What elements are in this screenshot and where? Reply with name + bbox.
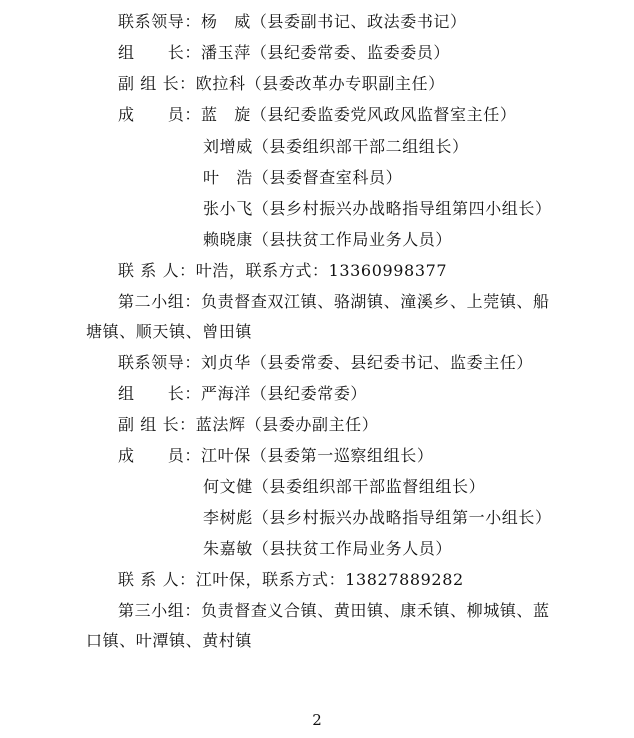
- head-label: 组 长：: [118, 384, 202, 403]
- member-item: 李树彪（县乡村振兴办战略指导组第一小组长）: [203, 508, 552, 527]
- member-item: 蓝 旋（县纪委监委党风政风监督室主任）: [201, 105, 517, 124]
- group2-deputy-line: [118, 415, 378, 435]
- member-item: 张小飞（县乡村振兴办战略指导组第四小组长）: [203, 199, 552, 218]
- group-title-text: 负责督查双江镇、骆湖镇、潼溪乡、上莞镇、船: [201, 292, 550, 311]
- group2-head-line: [118, 384, 367, 404]
- group2-title-line: [118, 292, 550, 312]
- group1-contact-line: [118, 261, 447, 281]
- group-title-text: 负责督查义合镇、黄田镇、康禾镇、柳城镇、蓝: [201, 601, 550, 620]
- head-value: 严海洋（县纪委常委）: [201, 384, 368, 403]
- head-label: 组 长：: [118, 43, 202, 62]
- contact-label: 联 系 人：: [118, 261, 196, 280]
- deputy-value: 蓝法辉（县委办副主任）: [195, 415, 379, 434]
- leader-label: 联系领导：: [118, 12, 202, 31]
- member-item: 何文健（县委组织部干部监督组组长）: [203, 477, 486, 496]
- leader-value: 杨 威（县委副书记、政法委书记）: [201, 12, 467, 31]
- group2-members-line: [118, 446, 433, 466]
- member-item: 刘增威（县委组织部干部二组组长）: [203, 137, 469, 156]
- page-number: 2: [312, 711, 322, 729]
- group-title-label: 第二小组：: [118, 292, 202, 311]
- group3-title-continuation: 口镇、叶潭镇、黄村镇: [86, 631, 253, 650]
- group1-members-line: [118, 105, 516, 125]
- deputy-label: 副 组 长：: [118, 74, 196, 93]
- group1-leader-line: [118, 12, 467, 32]
- member-item: 叶 浩（县委督查室科员）: [203, 168, 403, 187]
- deputy-label: 副 组 长：: [118, 415, 196, 434]
- group2-leader-line: [118, 353, 533, 373]
- group2-contact-line: [118, 570, 464, 590]
- head-value: 潘玉萍（县纪委常委、监委委员）: [201, 43, 451, 62]
- contact-label: 联 系 人：: [118, 570, 196, 589]
- member-item: 赖晓康（县扶贫工作局业务人员）: [203, 230, 453, 249]
- member-item: 朱嘉敏（县扶贫工作局业务人员）: [203, 539, 453, 558]
- deputy-value: 欧拉科（县委改革办专职副主任）: [195, 74, 445, 93]
- group3-title-line: [118, 601, 550, 621]
- contact-value: 叶浩，联系方式：13360998377: [195, 261, 448, 280]
- group1-head-line: [118, 43, 450, 63]
- leader-label: 联系领导：: [118, 353, 202, 372]
- group-title-label: 第三小组：: [118, 601, 202, 620]
- leader-value: 刘贞华（县委常委、县纪委书记、监委主任）: [201, 353, 534, 372]
- members-label: 成 员：: [118, 105, 202, 124]
- group1-deputy-line: [118, 74, 445, 94]
- members-label: 成 员：: [118, 446, 202, 465]
- contact-value: 江叶保，联系方式：13827889282: [195, 570, 464, 589]
- member-item: 江叶保（县委第一巡察组组长）: [201, 446, 434, 465]
- group2-title-continuation: 塘镇、顺天镇、曾田镇: [86, 322, 253, 341]
